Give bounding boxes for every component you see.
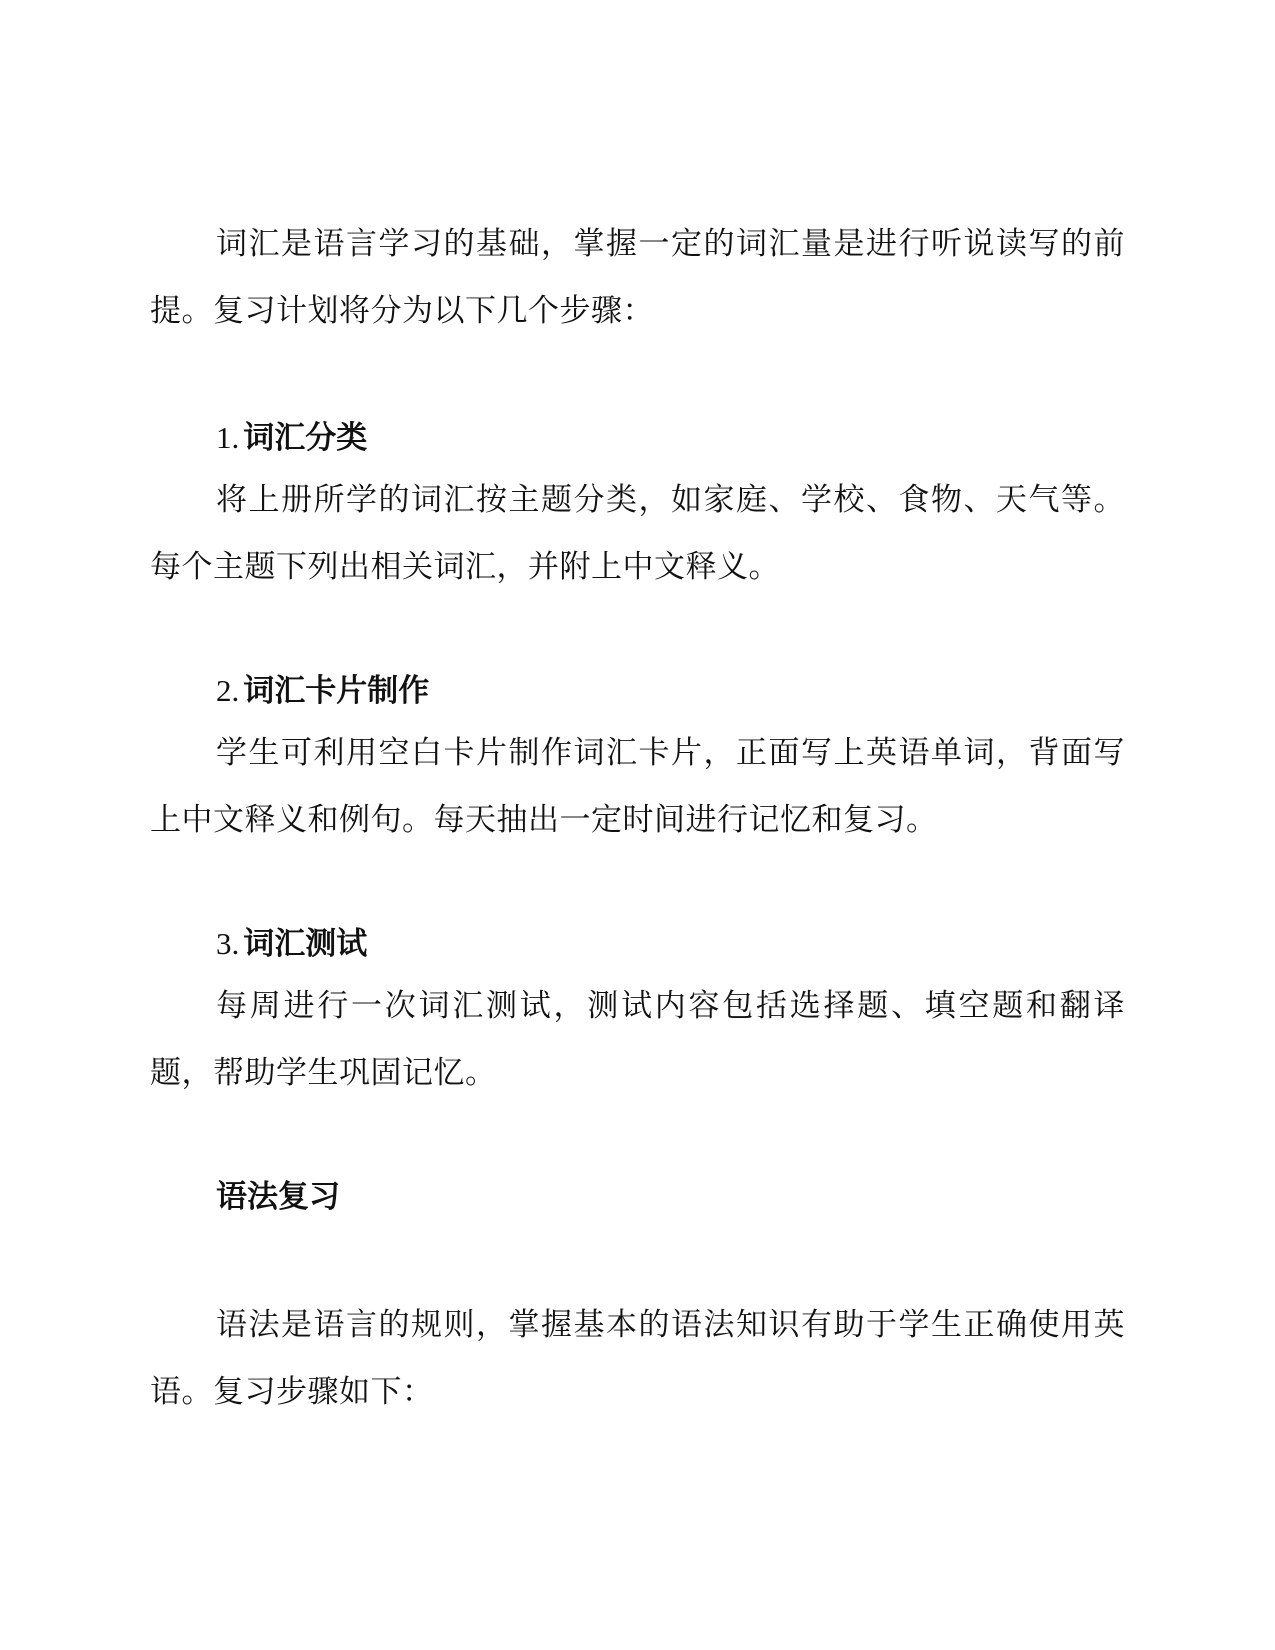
- step3-number: 3.: [216, 926, 240, 961]
- grammar-heading: [216, 1177, 340, 1217]
- grammar-title: 语法复习: [216, 1179, 340, 1215]
- document-page: [150, 0, 1125, 1650]
- step2-number: 2.: [216, 673, 240, 708]
- step2-heading: [216, 671, 429, 711]
- grammar-paragraph: 语法是语言的规则，掌握基本的语法知识有助于学生正确使用英语。复习步骤如下：: [150, 1307, 1125, 1410]
- step3-title: 词汇测试: [243, 926, 368, 962]
- step1-paragraph: 将上册所学的词汇按主题分类，如家庭、学校、食物、天气等。每个主题下列出相关词汇，并附上中文释义。: [150, 482, 1125, 585]
- step1-title: 词汇分类: [243, 420, 368, 456]
- step2-paragraph: 学生可利用空白卡片制作词汇卡片，正面写上英语单词，背面写上中文释义和例句。每天抽出一定时间进行记忆和复习。: [150, 735, 1125, 838]
- step3-heading: [216, 924, 367, 964]
- step1-number: 1.: [216, 420, 240, 455]
- intro-paragraph: 词汇是语言学习的基础，掌握一定的词汇量是进行听说读写的前提。复习计划将分为以下几个步骤：: [150, 226, 1125, 329]
- step1-heading: [216, 418, 367, 458]
- step2-title: 词汇卡片制作: [243, 673, 430, 709]
- step3-paragraph: 每周进行一次词汇测试，测试内容包括选择题、填空题和翻译题，帮助学生巩固记忆。: [150, 988, 1125, 1091]
